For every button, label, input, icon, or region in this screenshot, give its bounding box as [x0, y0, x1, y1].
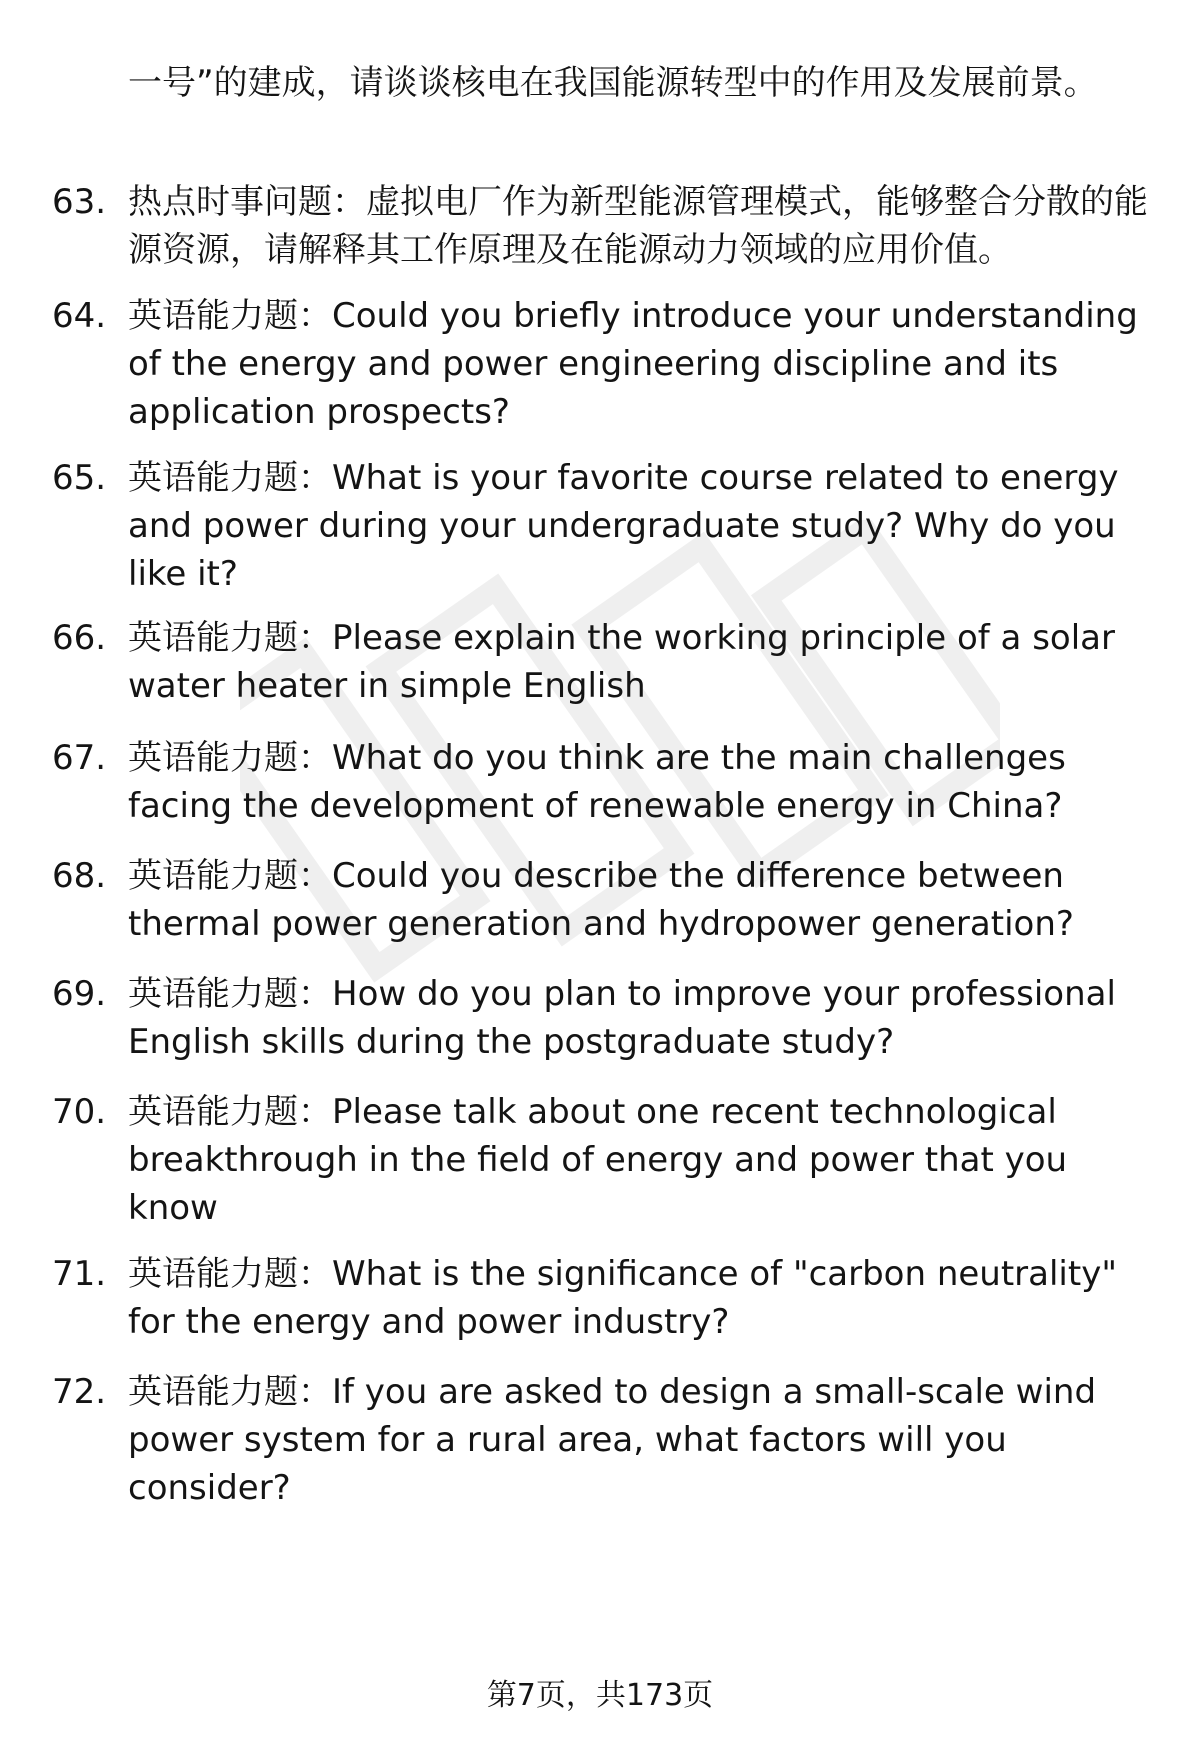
- question-text: [128, 178, 1150, 274]
- question-tag: 英语能力题：: [128, 974, 332, 1014]
- question-tag: 英语能力题：: [128, 1254, 332, 1294]
- question-number: 66.: [52, 618, 107, 658]
- question-tag: 英语能力题：: [128, 458, 332, 498]
- question-content: What is your favorite course related to energy and power during your undergraduate study? Why do you like it?: [128, 458, 1119, 594]
- question-number: 67.: [52, 738, 107, 778]
- question-text: [128, 734, 1150, 830]
- question-tag: 英语能力题：: [128, 856, 332, 896]
- question-text: [128, 614, 1150, 710]
- question-number: 72.: [52, 1372, 107, 1412]
- question-tag: 英语能力题：: [128, 1092, 332, 1132]
- question-content: Could you briefly introduce your understanding of the energy and power engineering discipline and its application prospects?: [128, 296, 1138, 432]
- question-text: [128, 454, 1150, 598]
- question-content: How do you plan to improve your professional English skills during the postgraduate study?: [128, 974, 1116, 1062]
- question-content: Please talk about one recent technological breakthrough in the field of energy and power that you know: [128, 1092, 1068, 1228]
- page-footer: 第7页，共173页: [486, 1678, 714, 1713]
- question-number: 71.: [52, 1254, 107, 1294]
- question-text: [128, 1250, 1150, 1346]
- question-content: What do you think are the main challenges facing the development of renewable energy in China?: [128, 738, 1066, 826]
- question-text: [128, 970, 1150, 1066]
- question-content: If you are asked to design a small-scale wind power system for a rural area, what factors will you consider?: [128, 1372, 1097, 1508]
- question-text: [128, 292, 1150, 436]
- question-text: [128, 852, 1150, 948]
- question-number: 69.: [52, 974, 107, 1014]
- question-number: 65.: [52, 458, 107, 498]
- continuation-text: 一号”的建成，请谈谈核电在我国能源转型中的作用及发展前景。: [128, 63, 1098, 103]
- question-text: [128, 1368, 1150, 1512]
- question-tag: 英语能力题：: [128, 618, 332, 658]
- question-number: 63.: [52, 182, 107, 222]
- question-tag: 热点时事问题：: [128, 182, 366, 222]
- question-content: Could you describe the difference between thermal power generation and hydropower generation?: [128, 856, 1074, 944]
- question-content: What is the significance of "carbon neutrality" for the energy and power industry?: [128, 1254, 1117, 1342]
- question-number: 68.: [52, 856, 107, 896]
- question-number: 64.: [52, 296, 107, 336]
- question-text: [128, 1088, 1150, 1232]
- question-tag: 英语能力题：: [128, 738, 332, 778]
- question-tag: 英语能力题：: [128, 296, 332, 336]
- question-number: 70.: [52, 1092, 107, 1132]
- question-content: Please explain the working principle of a solar water heater in simple English: [128, 618, 1115, 706]
- question-tag: 英语能力题：: [128, 1372, 332, 1412]
- question-content: 虚拟电厂作为新型能源管理模式，能够整合分散的能源资源，请解释其工作原理及在能源动力领域的应用价值。: [128, 182, 1148, 270]
